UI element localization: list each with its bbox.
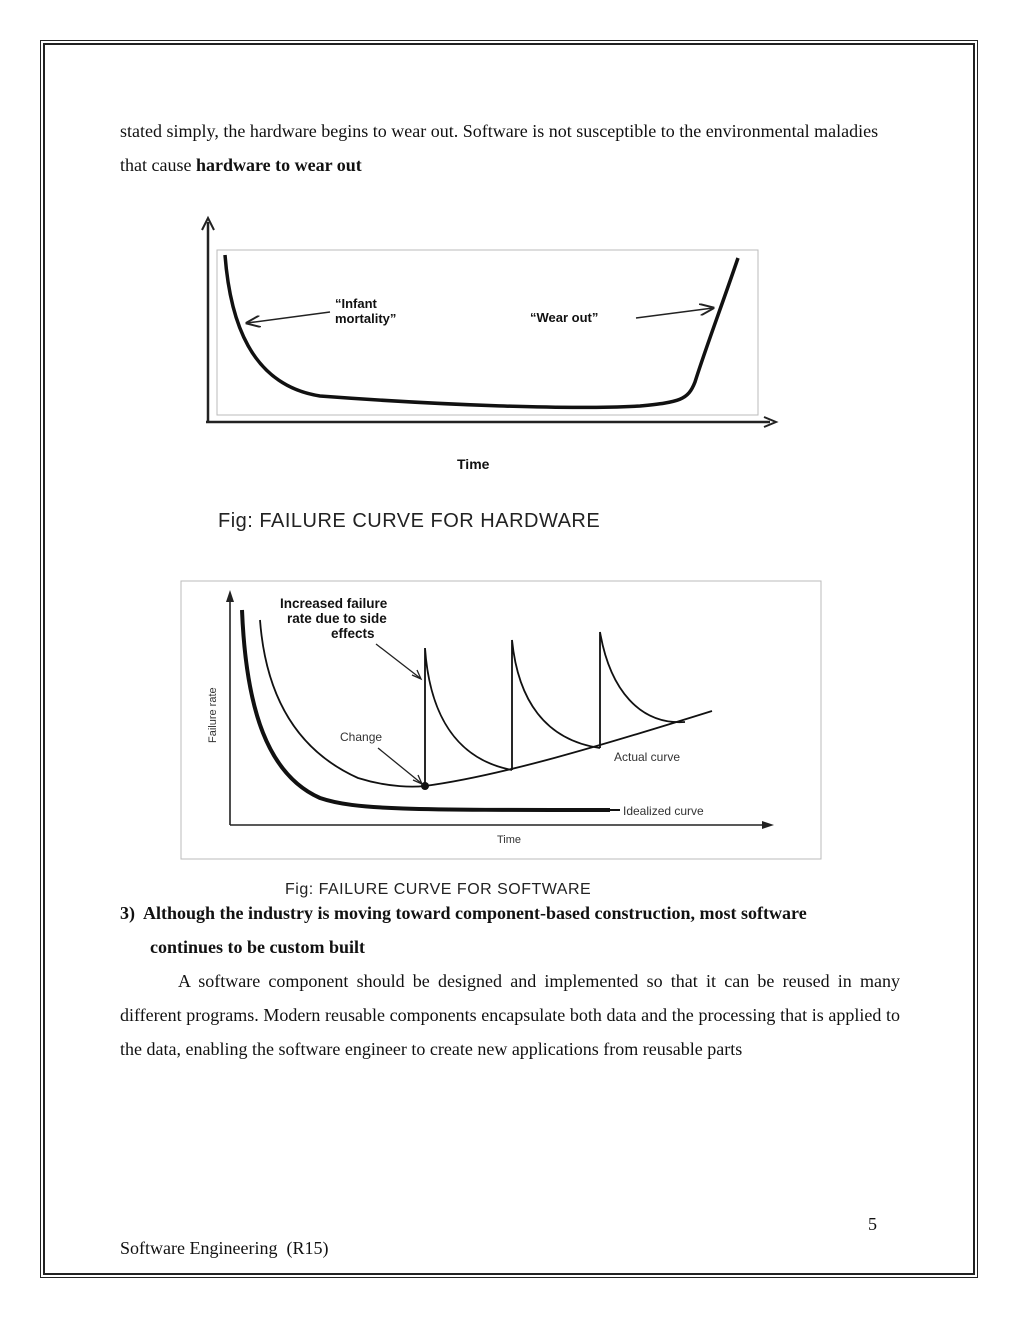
hw-x-axis-label: Time: [457, 456, 490, 472]
sw-y-axis-label: Failure rate: [207, 687, 219, 743]
wear-out-label: “Wear out”: [530, 310, 599, 325]
page-number: 5: [868, 1214, 877, 1234]
infant-mortality-arrow: [247, 312, 330, 323]
intro-text: stated simply, the hardware begins to wear out. Software is not susceptible to the environmental maladies that cause: [120, 121, 879, 175]
intro-paragraph: [120, 114, 900, 182]
infant-mortality-label-2: mortality”: [335, 311, 397, 326]
software-failure-chart: [180, 580, 822, 862]
side-effects-annotation-1: Increased failure: [280, 596, 388, 611]
hw-bathtub-curve: [225, 255, 738, 407]
wear-out-arrow: [636, 308, 713, 318]
hardware-figure-caption: Fig: FAILURE CURVE FOR HARDWARE: [218, 510, 601, 532]
section-3-heading-line-1: 3) Although the industry is moving toward component-based construction, most software: [120, 903, 807, 923]
side-effects-annotation-2: rate due to side: [287, 611, 387, 626]
section-3-paragraph-text: A software component should be designed and implemented so that it can be reused in many different programs. Modern reusable components encapsulate both data and the processing that is applied to the data, enabling the software engineer to create new applications from reusable parts: [120, 971, 900, 1059]
infant-mortality-label: “Infant: [335, 296, 377, 311]
section-3-paragraph: [120, 964, 900, 1066]
sw-figure-frame: [181, 581, 821, 859]
change-label: Change: [340, 730, 383, 744]
actual-curve-label: Actual curve: [614, 750, 681, 764]
footer-text: Software Engineering (R15): [120, 1238, 329, 1258]
side-effects-annotation-3: effects: [331, 626, 375, 641]
section-3-heading: [120, 896, 900, 964]
idealized-curve-label: Idealized curve: [623, 804, 704, 818]
section-3-heading-line-2: continues to be custom built: [150, 937, 366, 957]
software-figure-caption: Fig: FAILURE CURVE FOR SOFTWARE: [285, 881, 592, 898]
intro-bold-text: hardware to wear out: [195, 155, 362, 175]
sw-x-axis-label: Time: [497, 834, 522, 846]
hardware-failure-chart: [190, 210, 800, 480]
